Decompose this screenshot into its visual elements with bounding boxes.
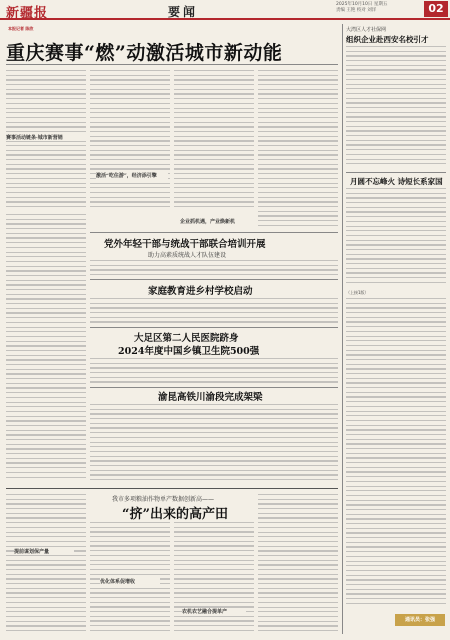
story3-title-line2: 2024年度中国乡镇卫生院500强	[118, 346, 260, 357]
masthead	[0, 0, 450, 20]
story5-col3	[174, 522, 254, 634]
right-story3-body	[346, 298, 446, 610]
right-kicker: 大湾区人才社保网	[346, 27, 387, 33]
story5-col1	[6, 494, 86, 634]
main-kicker: 本报记者 陈欣	[8, 26, 34, 31]
divider	[6, 64, 338, 65]
left-briefs	[6, 214, 86, 484]
divider	[90, 387, 338, 388]
right-story1-body	[346, 46, 446, 170]
main-subhead-b: 激活“吃住游”，经济添引擎	[96, 172, 168, 179]
divider	[90, 327, 338, 328]
issue-editors: 责编 王艳 校对 刘洋	[336, 8, 377, 13]
divider	[6, 488, 338, 489]
main-body-col4	[258, 70, 338, 230]
story2-body	[90, 298, 338, 326]
story5-col4	[258, 494, 338, 634]
story1-title: 党外年轻干部与统战干部联合培训开展	[104, 239, 266, 250]
continued-tag: （上接1版）	[346, 290, 369, 295]
main-headline: 重庆赛事“燃”动激活城市新动能	[6, 42, 283, 64]
story4-body	[90, 404, 338, 484]
newspaper-logo: 新疆报	[6, 6, 49, 21]
right-headline2: 月圆不忘峰火 诗短长系家国	[350, 177, 443, 186]
issue-date: 2025年10月10日 星期五	[336, 2, 388, 7]
story1-body	[90, 260, 338, 278]
divider	[346, 172, 446, 173]
main-subhead-c: 企业抓机遇，产业焕新机	[180, 219, 236, 225]
column-divider	[342, 24, 343, 634]
right-story2-body	[346, 188, 446, 288]
story3-title: 大足区第二人民医院跻身	[134, 333, 239, 344]
story5-kicker: 我市多项粮油作物单产数据创新高——	[112, 496, 215, 503]
main-body-col3	[174, 70, 254, 210]
main-body-col2	[90, 70, 170, 210]
story5-title: “挤”出来的高产田	[122, 507, 228, 522]
story5-subhead-3: 农机农艺融合提单产	[182, 608, 246, 615]
page-number: 02	[424, 1, 448, 17]
right-headline1: 组织企业赴西安名校引才	[346, 35, 429, 44]
main-subhead-a: 赛事活动链条·城市新营销	[6, 134, 86, 141]
section-title: 要闻	[168, 5, 199, 19]
divider	[90, 232, 338, 233]
story1-subtitle: 助力高素质统战人才队伍建设	[148, 252, 227, 259]
story3-body	[90, 358, 338, 386]
story5-subhead-1: 提前谋划保产量	[14, 548, 74, 555]
editor-box: 通讯员：张强	[395, 614, 445, 626]
story4-title: 渝昆高铁川渝段完成架梁	[158, 392, 263, 403]
story2-title: 家庭教育进乡村学校启动	[148, 286, 253, 297]
story5-subhead-2: 优化体系促增收	[100, 578, 160, 585]
issue-meta	[336, 2, 387, 14]
divider	[90, 279, 338, 280]
